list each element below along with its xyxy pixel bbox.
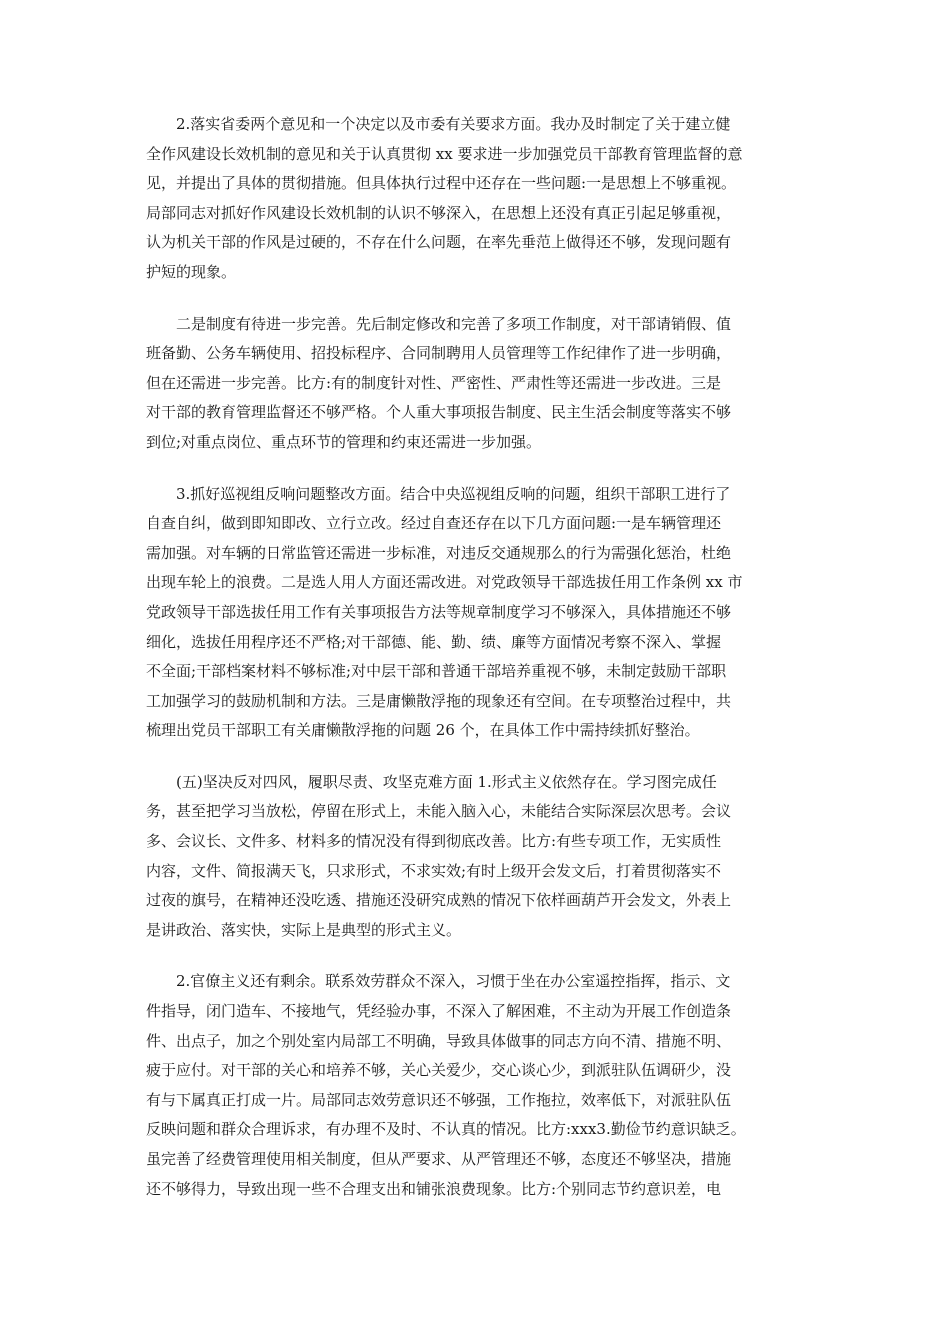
text-line: 党政领导干部选拔任用工作有关事项报告方法等规章制度学习不够深入，具体措施还不够 [146,602,732,621]
text-line: 需加强。对车辆的日常监管还需进一步标准，对违反交通规那么的行为需强化惩治，杜绝 [146,543,732,562]
paragraph-5 [146,967,806,1204]
text-line: 自查自纠，做到即知即改、立行立改。经过自查还存在以下几方面问题:一是车辆管理还 [146,514,722,533]
text-line: 梳理出党员干部职工有关庸懒散浮拖的问题 26 个，在具体工作中需持续抓好整治。 [146,721,700,740]
text-line: 不全面;干部档案材料不够标准;对中层干部和普通干部培养重视不够，未制定鼓励干部职 [146,662,727,681]
text-line: 疲于应付。对干部的关心和培养不够，关心关爱少，交心谈心少，到派驻队伍调研少，没 [146,1061,732,1080]
text-line: 局部同志对抓好作风建设长效机制的认识不够深入，在思想上还没有真正引起足够重视， [146,203,732,222]
text-line: 到位;对重点岗位、重点环节的管理和约束还需进一步加强。 [146,432,542,451]
text-line: 反映问题和群众合理诉求，有办理不及时、不认真的情况。比方:xxx3.勤俭节约意识缺乏。 [146,1120,746,1139]
text-line: 务，甚至把学习当放松，停留在形式上，未能入脑入心，未能结合实际深层次思考。会议 [146,802,732,821]
text-line: 护短的现象。 [146,262,237,281]
text-line: 班备勤、公务车辆使用、招投标程序、合同制聘用人员管理等工作纪律作了进一步明确， [146,344,732,363]
text-line: 多、会议长、文件多、材料多的情况没有得到彻底改善。比方:有些专项工作，无实质性 [146,832,722,851]
text-line: 内容，文件、简报满天飞，只求形式，不求实效;有时上级开会发文后，打着贯彻落实不 [146,861,722,880]
document-body [146,110,806,1226]
paragraph-3 [146,480,806,746]
text-line: 还不够得力，导致出现一些不合理支出和铺张浪费现象。比方:个别同志节约意识差，电 [146,1179,722,1198]
text-line: 有与下属真正打成一片。局部同志效劳意识还不够强，工作拖拉，效率低下，对派驻队伍 [146,1090,732,1109]
text-line: (五)坚决反对四风，履职尽责、攻坚克难方面 1.形式主义依然存在。学习图完成任 [176,772,717,791]
paragraph-1 [146,110,806,288]
text-line: 件、出点子，加之个别处室内局部工不明确，导致具体做事的同志方向不清、措施不明、 [146,1031,732,1050]
text-line: 工加强学习的鼓励机制和方法。三是庸懒散浮拖的现象还有空间。在专项整治过程中，共 [146,691,732,710]
text-line: 虽完善了经费管理使用相关制度，但从严要求、从严管理还不够，态度还不够坚决，措施 [146,1150,732,1168]
text-line: 2.官僚主义还有剩余。联系效劳群众不深入，习惯于坐在办公室遥控指挥，指示、文 [176,972,731,991]
text-line: 过夜的旗号，在精神还没吃透、措施还没研究成熟的情况下依样画葫芦开会发文，外表上 [146,891,732,910]
text-line: 但在还需进一步完善。比方:有的制度针对性、严密性、严肃性等还需进一步改进。三是 [146,373,722,392]
text-line: 细化，选拔任用程序还不严格;对干部德、能、勤、绩、廉等方面情况考察不深入、掌握 [146,632,722,651]
text-line: 见，并提出了具体的贯彻措施。但具体执行过程中还存在一些问题:一是思想上不够重视。 [146,174,737,193]
paragraph-2 [146,310,806,458]
text-line: 全作风建设长效机制的意见和关于认真贯彻 xx 要求进一步加强党员干部教育管理监督的意 [146,144,743,163]
text-line: 出现车轮上的浪费。二是选人用人方面还需改进。对党政领导干部选拔任用工作条例 xx 市 [146,573,743,592]
text-line: 二是制度有待进一步完善。先后制定修改和完善了多项工作制度，对干部请销假、值 [176,314,732,333]
text-line: 认为机关干部的作风是过硬的，不存在什么问题，在率先垂范上做得还不够，发现问题有 [146,233,732,252]
text-line: 是讲政治、落实快，实际上是典型的形式主义。 [146,920,462,939]
text-line: 对干部的教育管理监督还不够严格。个人重大事项报告制度、民主生活会制度等落实不够 [146,403,732,422]
text-line: 件指导，闭门造车、不接地气，凭经验办事，不深入了解困难，不主动为开展工作创造条 [146,1002,732,1021]
text-line: 3.抓好巡视组反响问题整改方面。结合中央巡视组反响的问题，组织干部职工进行了 [176,484,731,503]
paragraph-4 [146,768,806,946]
text-line: 2.落实省委两个意见和一个决定以及市委有关要求方面。我办及时制定了关于建立健 [176,115,731,133]
